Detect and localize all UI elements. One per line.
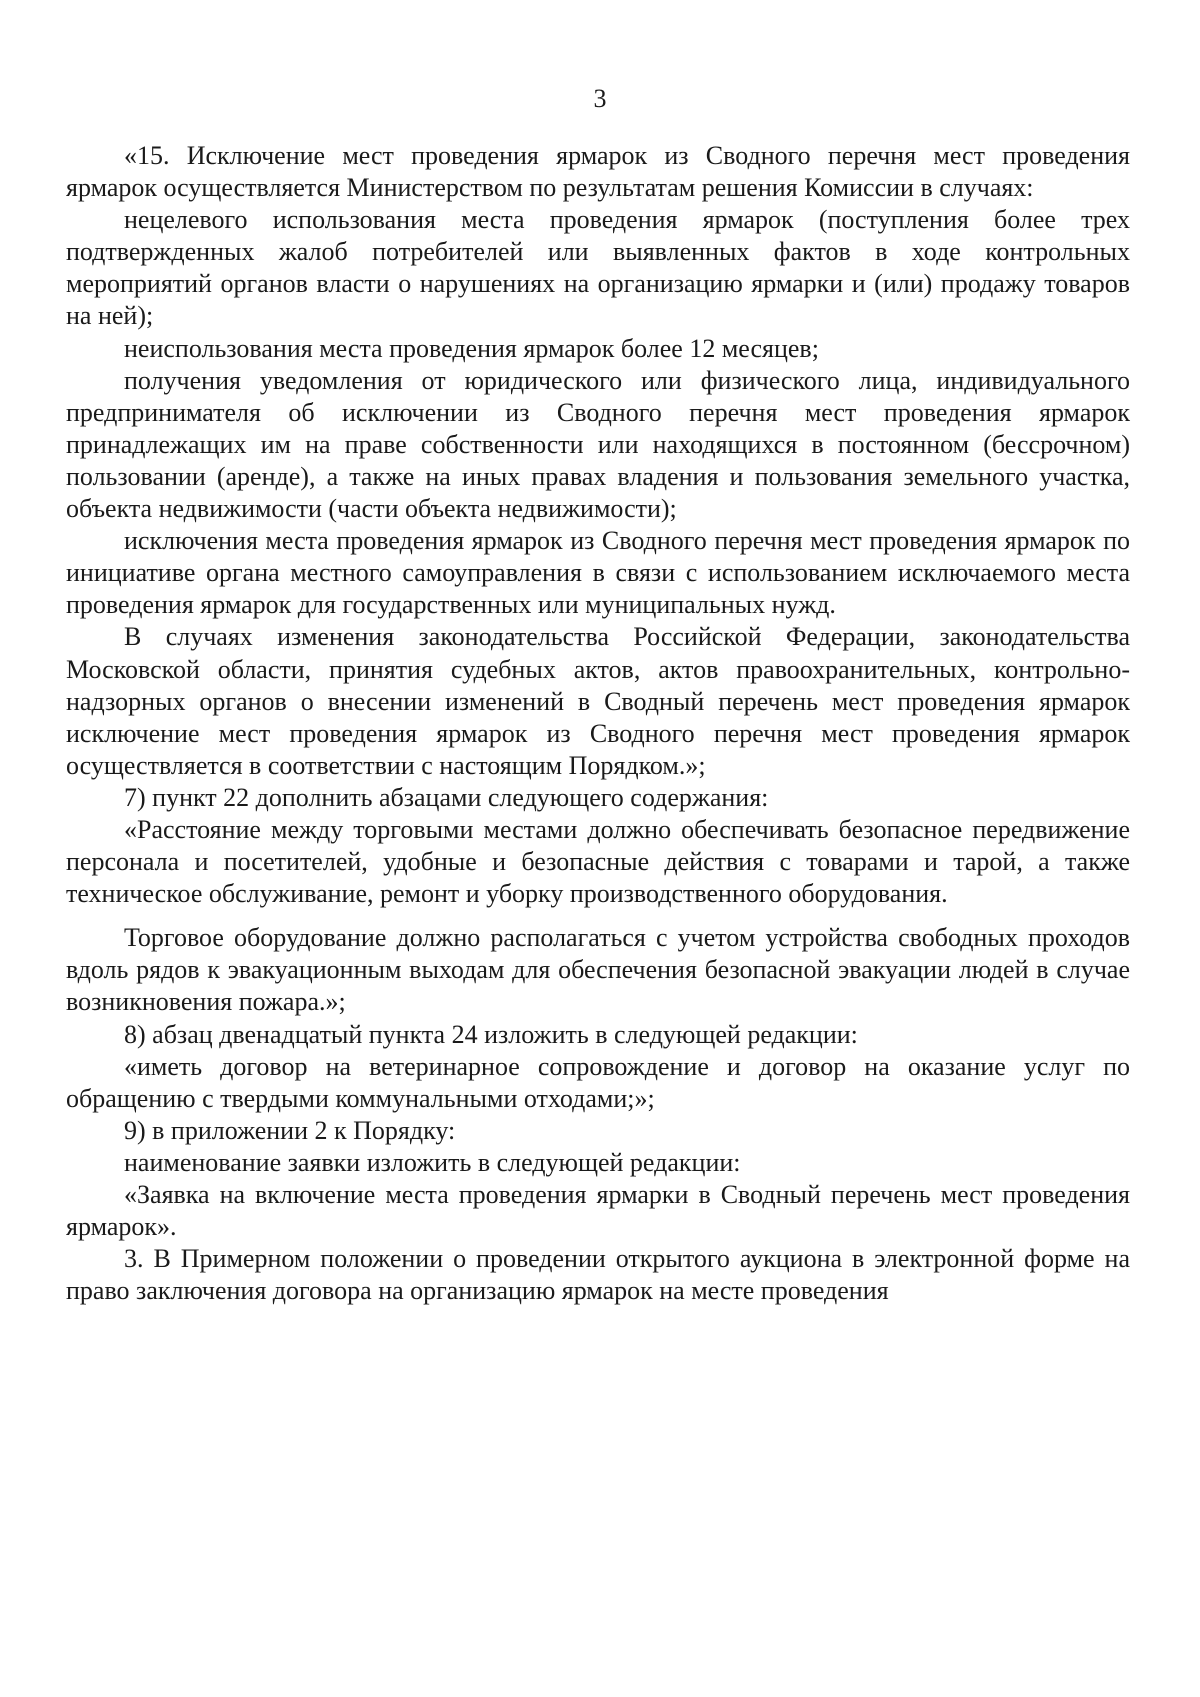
- document-body: [66, 140, 1130, 1307]
- paragraph: 9) в приложении 2 к Порядку:: [124, 1115, 456, 1145]
- paragraph-spacer: [66, 910, 1130, 922]
- paragraph: Торговое оборудование должно располагаться с учетом устройства свободных проходов вдоль рядов к эвакуационным выходам для обеспечения безопасной эвакуации людей в случае возникновения пожара.»;: [66, 923, 1130, 1017]
- paragraph: «15. Исключение мест проведения ярмарок из Сводного перечня мест проведения ярмарок осуществляется Министерством по результатам решения Комиссии в случаях:: [66, 141, 1130, 203]
- paragraph: неиспользования места проведения ярмарок более 12 месяцев;: [124, 333, 819, 363]
- page-number: 3: [593, 84, 607, 113]
- paragraph: 3. В Примерном положении о проведении открытого аукциона в электронной форме на право заключения договора на организацию ярмарок на месте проведения: [66, 1244, 1130, 1306]
- paragraph: исключения места проведения ярмарок из Сводного перечня мест проведения ярмарок по инициативе органа местного самоуправления в связи с использованием исключаемого места проведения ярмарок для государственных или муниципальных нужд.: [66, 526, 1130, 620]
- paragraph: В случаях изменения законодательства Российской Федерации, законодательства Московской области, принятия судебных актов, актов правоохранительных, контрольно-надзорных органов о внесении изменений в Сводный перечень мест проведения ярмарок исключение мест проведения ярмарок из Сводного перечня мест проведения ярмарок осуществляется в соответствии с настоящим Порядком.»;: [66, 622, 1130, 780]
- paragraph: «иметь договор на ветеринарное сопровождение и договор на оказание услуг по обращению с твердыми коммунальными отходами;»;: [66, 1051, 1130, 1113]
- paragraph: наименование заявки изложить в следующей редакции:: [124, 1147, 741, 1177]
- paragraph: получения уведомления от юридического или физического лица, индивидуального предпринимателя об исключении из Сводного перечня мест проведения ярмарок принадлежащих им на праве собственности или находящихся в постоянном (бессрочном) пользовании (аренде), а также на иных правах владения и пользования земельного участка, объекта недвижимости (части объекта недвижимости);: [66, 365, 1130, 524]
- paragraph: 7) пункт 22 дополнить абзацами следующего содержания:: [124, 782, 769, 812]
- paragraph: «Расстояние между торговыми местами должно обеспечивать безопасное передвижение персонала и посетителей, удобные и безопасные действия с товарами и тарой, а также техническое обслуживание, ремонт и уборку производственного оборудования.: [66, 814, 1130, 909]
- paragraph: 8) абзац двенадцатый пункта 24 изложить в следующей редакции:: [124, 1019, 858, 1049]
- paragraph: нецелевого использования места проведения ярмарок (поступления более трех подтвержденных жалоб потребителей или выявленных фактов в ходе контрольных мероприятий органов власти о нарушениях на организацию ярмарки и (или) продажу товаров на ней);: [66, 205, 1130, 331]
- paragraph: «Заявка на включение места проведения ярмарки в Сводный перечень мест проведения ярмарок».: [66, 1180, 1130, 1242]
